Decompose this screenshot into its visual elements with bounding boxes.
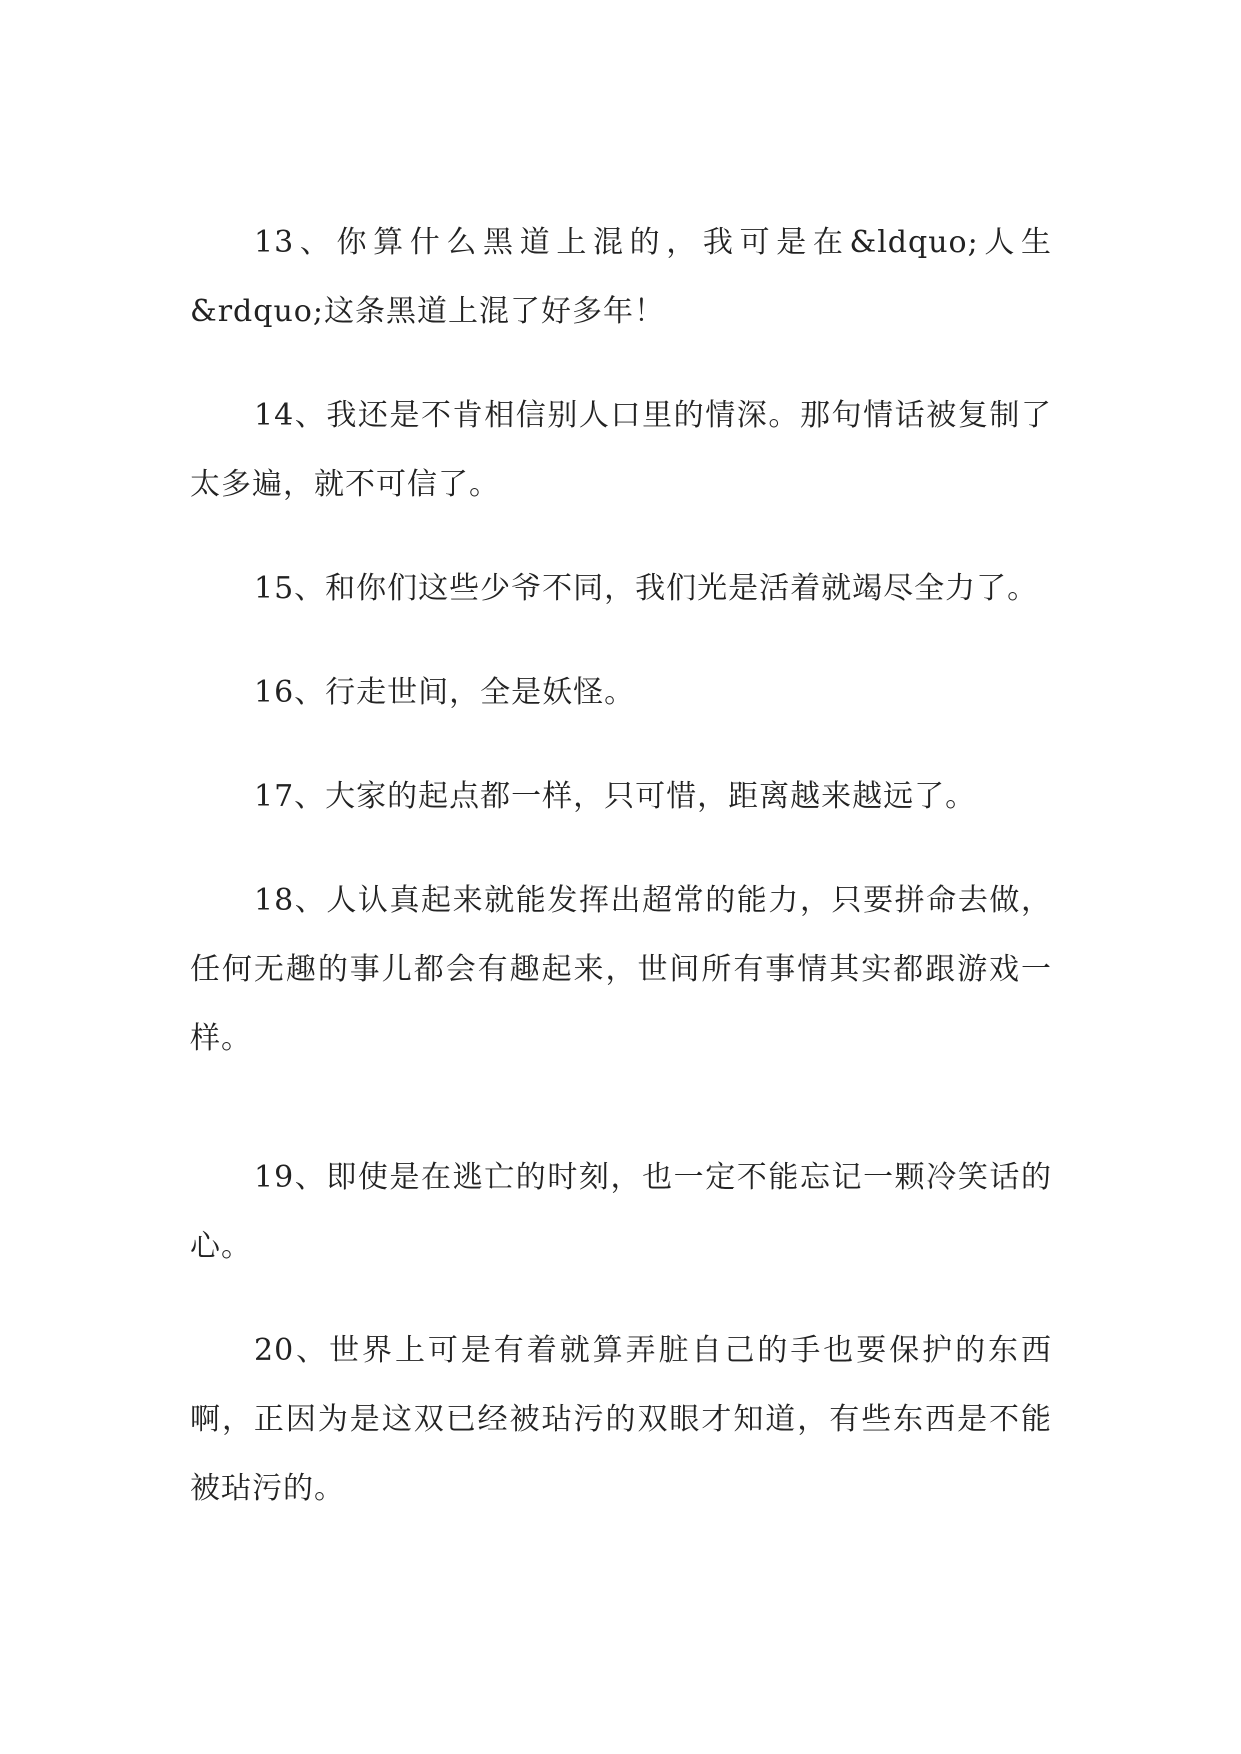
paragraph-20: 20、世界上可是有着就算弄脏自己的手也要保护的东西啊，正因为是这双已经被玷污的双眼才知道，有些东西是不能被玷污的。 [190, 1333, 1052, 1506]
paragraph-16: 16、行走世间，全是妖怪。 [254, 675, 636, 710]
paragraph-13: 13、你算什么黑道上混的，我可是在&ldquo;人生&rdquo;这条黑道上混了好多年！ [190, 225, 1052, 329]
paragraph-15: 15、和你们这些少爷不同，我们光是活着就竭尽全力了。 [254, 571, 1039, 606]
paragraph-17: 17、大家的起点都一样，只可惜，距离越来越远了。 [254, 779, 977, 814]
paragraph-18: 18、人认真起来就能发挥出超常的能力，只要拼命去做，任何无趣的事儿都会有趣起来，世间所有事情其实都跟游戏一样。 [190, 883, 1052, 1056]
paragraph-19: 19、即使是在逃亡的时刻，也一定不能忘记一颗冷笑话的心。 [190, 1160, 1052, 1264]
paragraph-14: 14、我还是不肯相信别人口里的情深。那句情话被复制了太多遍，就不可信了。 [190, 398, 1052, 502]
